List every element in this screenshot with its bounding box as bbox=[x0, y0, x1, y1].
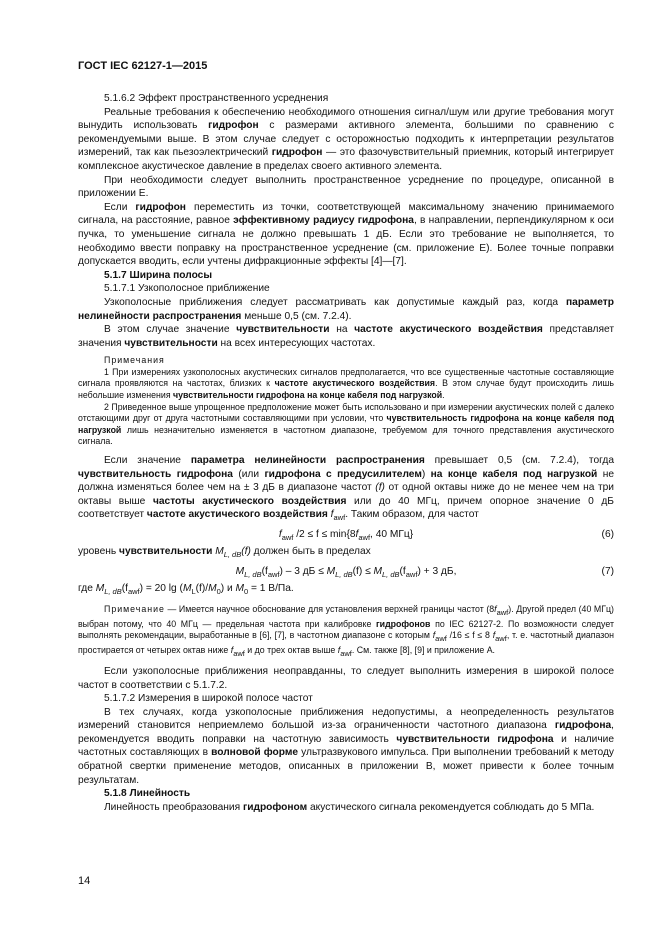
formula-6-expression: $f_{awf}$ $/2 \le f \le \min\{8f_{awf}$, 40 МГц} bbox=[278, 529, 414, 543]
paragraph: уровень чувствительности $M_{L, dB}(f)$ должен быть в пределах bbox=[78, 546, 371, 560]
formula-6-number: (6) bbox=[601, 529, 614, 541]
formula-7-number: (7) bbox=[601, 565, 614, 577]
section-5-1-7-title: 5.1.7 Ширина полосы bbox=[104, 269, 213, 281]
document-header: ГОСТ IEC 62127-1—2015 bbox=[78, 60, 208, 72]
formula-6 bbox=[78, 525, 614, 545]
paragraph: При необходимости следует выполнить пространственное усреднение по процедуре, описанной в приложении Е. bbox=[78, 174, 614, 200]
notes-title: Примечания bbox=[104, 355, 165, 366]
paragraph: Реальные требования к обеспечению необходимого отношения сигнал/шум или другие требования могут вынудить использовать гидрофон с размерами активного элемента, большими по сравнению с рекомендуемыми выше. В этом случае следует с осторожностью подходить к интерпретации результатов измерений, так как пьезоэлектрический гидрофон — это фазочувствительный приемник, который интегрирует комплексное акустическое давление в пределах своего активного элемента. bbox=[78, 106, 615, 172]
paragraph: где $M_{L, dB}(f_{awf}) = 20$ $\lg (M_L(f)/M_0)$ и $M_0 = 1$ В/Па. bbox=[78, 582, 294, 596]
section-5-1-8-title: 5.1.8 Линейность bbox=[104, 788, 191, 800]
formula-7 bbox=[78, 562, 614, 582]
section-5-1-7-1-title: 5.1.7.1 Узкополосное приближение bbox=[104, 283, 270, 295]
note-2: 2 Приведенное выше упрощенное предположение может быть использовано и при измерении акустических полей с далеко отстающими друг от друга частотными составляющими при условии, что чувствительность гидрофона на конце кабеля под нагрузкой лишь незначительно изменяется в частотном диапазоне, требуемом для точного представления акустического сигнала. bbox=[78, 401, 614, 447]
formula-7-expression: $M_{L, dB}(f_{awf}) - 3$ дБ ≤ $M_{L, dB}(f) \le M_{L, dB}(f_{awf}) + 3$ дБ, bbox=[235, 565, 457, 579]
paragraph: Узкополосные приближения следует рассматривать как допустимые каждый раз, когда параметр нелинейности распространения меньше 0,5 (см. 7.2.4). bbox=[78, 296, 614, 322]
paragraph: Если узкополосные приближения неоправданны, то следует выполнить измерения в широкой полосе частот в соответствии с 5.1.7.2. bbox=[78, 665, 614, 691]
page-body bbox=[78, 92, 614, 814]
paragraph: Если гидрофон переместить из точки, соответствующей максимальному значению принимаемого сигнала, на расстояние, равное эффективному радиусу гидрофона, в направлении, перпендикулярном к оси пучка, то уменьшение сигнала не должно превышать 1 дБ. Если это требование не выполняется, то необходимо ввести поправку на пространственное усреднение (см. приложение Е). Более точные поправки допускается вводить, если учтены дифракционные эффекты [4]—[7]. bbox=[78, 201, 614, 268]
page-number: 14 bbox=[78, 875, 91, 887]
paragraph: Линейность преобразования гидрофоном акустического сигнала рекомендуется соблюдать до 5 МПа. bbox=[104, 801, 595, 813]
paragraph: В тех случаях, когда узкополосные приближения недопустимы, а неопределенность результатов измерений становится неприемлемо большой из-за ограниченности частотного диапазона гидрофона, рекомендуется вводить поправки на частотную зависимость чувствительности гидрофона и наличие частотных составляющих в волновой форме ультразвукового импульса. При выполнении требований к методу обратной свертки применение методов, описанных в приложении В, может привести к более точным результатам. bbox=[78, 706, 614, 786]
paragraph: Если значение параметра нелинейности распространения превышает 0,5 (см. 7.2.4), тогда чувствительность гидрофона (или гидрофона с предусилителем) на конце кабеля под нагрузкой не должна изменяться более чем на ± 3 дБ в диапазоне частот (f) от одной октавы ниже до не менее чем на три октавы выше частоты акустического воздействия или до 40 МГц, причем опорное значение 0 дБ соответствует частоте акустического воздействия $f_{awf}$. Таким образом, для частот bbox=[78, 455, 615, 523]
note-1: 1 При измерениях узкополосных акустических сигналов предполагается, что все существенные частотные составляющие сигнала проявляются на частотах, близких к частоте акустического воздействия. В этом случае будут происходить лишь небольшие изменения чувствительности гидрофона на конце кабеля под нагрузкой. bbox=[78, 366, 614, 401]
note-3: Примечание — Имеется научное обоснование для установления верхней границы частот $(8f_{awf})$. Другой предел (40 МГц) выбран потому, что 40 МГц — предельная частота при калибровке гидрофонов по IEC 62127-2. По возможности следует выполнять рекомендации, выработанные в [6], [7], в частотном диапазоне с которым $f_{awf}$ /16 ≤ f ≤ 8 $f_{awf}$, т. е. частотный диапазон простирается от четырех октав ниже $f_{awf}$ и до трех октав выше $f_{awf}$. См. также [8], [9] и приложение А. bbox=[78, 604, 614, 658]
paragraph: В этом случае значение чувствительности на частоте акустического воздействия представляет значения чувствительности на всех интересующих частотах. bbox=[78, 324, 615, 349]
section-5-1-7-2-title: 5.1.7.2 Измерения в широкой полосе частот bbox=[104, 693, 313, 705]
section-5-1-6-2-title: 5.1.6.2 Эффект пространственного усреднения bbox=[104, 93, 329, 104]
